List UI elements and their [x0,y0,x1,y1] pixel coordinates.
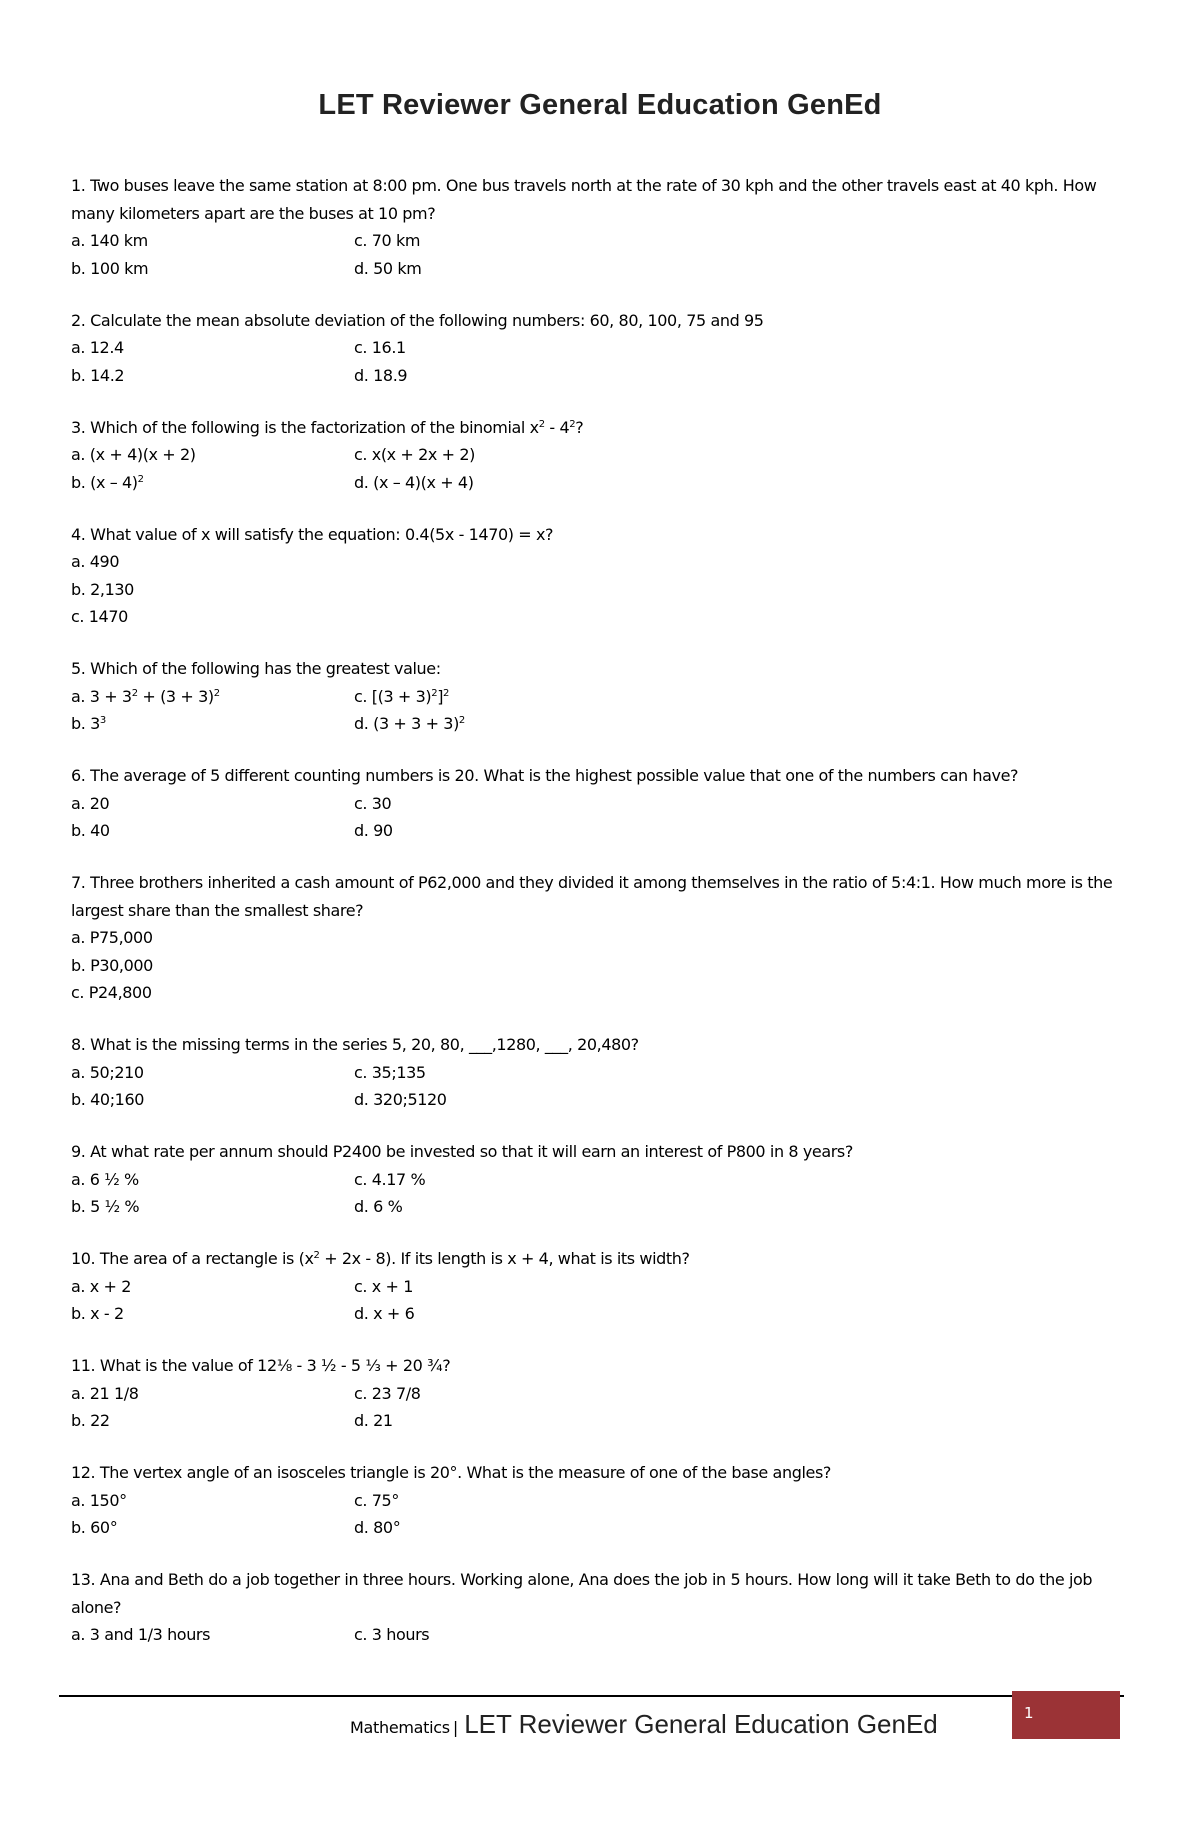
question-item [71,521,1136,631]
answer-option: a. 150° [71,1490,127,1510]
answer-option: d. 50 km [354,258,422,278]
footer-title: LET Reviewer General Education GenEd [464,1708,938,1739]
answer-option: b. 100 km [71,258,149,278]
answer-option: a. 50;210 [71,1062,144,1082]
question-item [71,307,1136,390]
question-item [71,172,1136,282]
answer-option: c. 75° [354,1490,399,1510]
answer-option: d. 18.9 [354,365,408,385]
question-item [71,1352,1136,1435]
answer-option: b. 40;160 [71,1090,145,1109]
answer-option: c. 30 [354,793,392,813]
answer-option: c. x + 1 [354,1276,413,1296]
question-text: 5. Which of the following has the greatest value: [71,659,441,678]
question-text: 11. What is the value of 12⅛ - 3 ½ - 5 ⅓ + 20 ¾? [71,1356,451,1375]
question-item [71,1566,1136,1649]
answer-option: b. 60° [71,1518,118,1537]
question-item [71,1031,1136,1114]
page-title: LET Reviewer General Education GenEd [318,89,882,122]
answer-option: b. 14.2 [71,365,125,385]
answer-option: a. $3 + 3^2 + (3 + 3)^2$ [71,686,220,706]
question-item [71,869,1136,1007]
answer-option: d. 320;5120 [354,1090,447,1109]
question-item [71,655,1136,738]
question-text: 1. Two buses leave the same station at 8:00 pm. One bus travels north at the rate of 30 kph and the other travels east at 40 kph. How many kilometers apart are the buses at 10 pm? [71,176,1097,223]
answer-option: b. $3^3$ [71,714,106,733]
answer-options [71,1166,1136,1221]
answer-option: a. P75,000 [71,928,153,947]
answer-option: a. 21 1/8 [71,1383,139,1403]
answer-option: c. x(x + 2x + 2) [354,445,475,464]
answer-option: a. 12.4 [71,338,124,357]
question-item [71,1138,1136,1221]
page-number-badge [1012,1691,1120,1739]
question-text: 2. Calculate the mean absolute deviation of the following numbers: 60, 80, 100, 75 and 95 [71,310,764,330]
question-item [71,1245,1136,1328]
footer-section-label: Mathematics [350,1717,450,1737]
answer-option: c. 3 hours [354,1625,430,1644]
answer-option: c. 4.17 % [354,1169,426,1189]
question-item [71,762,1136,845]
answer-option: a. 3 and 1/3 hours [71,1625,211,1644]
answer-options [71,924,1136,1007]
answer-option: d. (x – 4)(x + 4) [354,472,474,492]
answer-options [71,790,1136,845]
answer-option: b. 2,130 [71,579,134,599]
question-item [71,414,1136,497]
answer-option: a. x + 2 [71,1276,132,1296]
answer-option: a. 6 ½ % [71,1169,139,1189]
answer-option: d. 90 [354,821,393,840]
answer-option: d. 6 % [354,1197,403,1216]
answer-options [71,1273,1136,1328]
question-list [71,172,1136,1673]
question-item [71,1459,1136,1542]
answer-options [71,1621,1136,1649]
page-footer [350,1704,938,1744]
answer-option: c. $[(3 + 3)^2]^2$ [354,686,450,706]
answer-option: c. 1470 [71,607,128,626]
question-text: 9. At what rate per annum should P2400 be invested so that it will earn an interest of P800 in 8 years? [71,1142,853,1161]
answer-options [71,1059,1136,1114]
question-text: 4. What value of x will satisfy the equation: 0.4(5x - 1470) = x? [71,524,554,544]
answer-options [71,1487,1136,1542]
question-text: 12. The vertex angle of an isosceles triangle is 20°. What is the measure of one of the base angles? [71,1463,831,1482]
answer-option: c. 23 7/8 [354,1383,421,1403]
page-number: 1 [1024,1704,1034,1722]
answer-options [71,1380,1136,1435]
answer-option: a. 20 [71,793,110,813]
answer-option: d. x + 6 [354,1304,415,1323]
answer-option: d. 21 [354,1411,393,1430]
question-text: 6. The average of 5 different counting numbers is 20. What is the highest possible value that one of the numbers can have? [71,766,1019,785]
question-text: 10. The area of a rectangle is $(x^2 + 2x - 8)$. If its length is x + 4, what is its width? [71,1249,690,1268]
answer-option: a. (x + 4)(x + 2) [71,445,196,464]
answer-options [71,227,1136,282]
question-text: 3. Which of the following is the factorization of the binomial $x^2 - 4^2$? [71,417,584,437]
answer-options [71,441,1136,496]
answer-option: c. 70 km [354,231,421,250]
answer-option: d. $(3 + 3 + 3)^2$ [354,714,465,733]
answer-option: b. 22 [71,1411,110,1430]
answer-option: a. 490 [71,552,120,571]
answer-option: c. P24,800 [71,983,152,1002]
answer-option: b. 40 [71,821,110,840]
answer-option: b. P30,000 [71,955,153,975]
answer-option: a. 140 km [71,231,148,250]
answer-option: d. 80° [354,1518,401,1537]
answer-options [71,548,1136,631]
question-text: 13. Ana and Beth do a job together in three hours. Working alone, Ana does the job in 5 hours. How long will it take Beth to do the job alone? [71,1570,1093,1617]
answer-option: c. 16.1 [354,338,406,357]
answer-option: b. x - 2 [71,1304,124,1323]
question-text: 8. What is the missing terms in the series 5, 20, 80, ___,1280, ___, 20,480? [71,1035,639,1054]
footer-separator: | [452,1717,459,1737]
answer-options [71,683,1136,738]
answer-options [71,334,1136,389]
footer-divider [59,1695,1124,1697]
answer-option: b. (x – 4)$^2$ [71,472,144,492]
answer-option: c. 35;135 [354,1062,426,1082]
question-text: 7. Three brothers inherited a cash amount of P62,000 and they divided it among themselves in the ratio of 5:4:1. How much more is the largest share than the smallest share? [71,873,1113,920]
answer-option: b. 5 ½ % [71,1197,140,1216]
